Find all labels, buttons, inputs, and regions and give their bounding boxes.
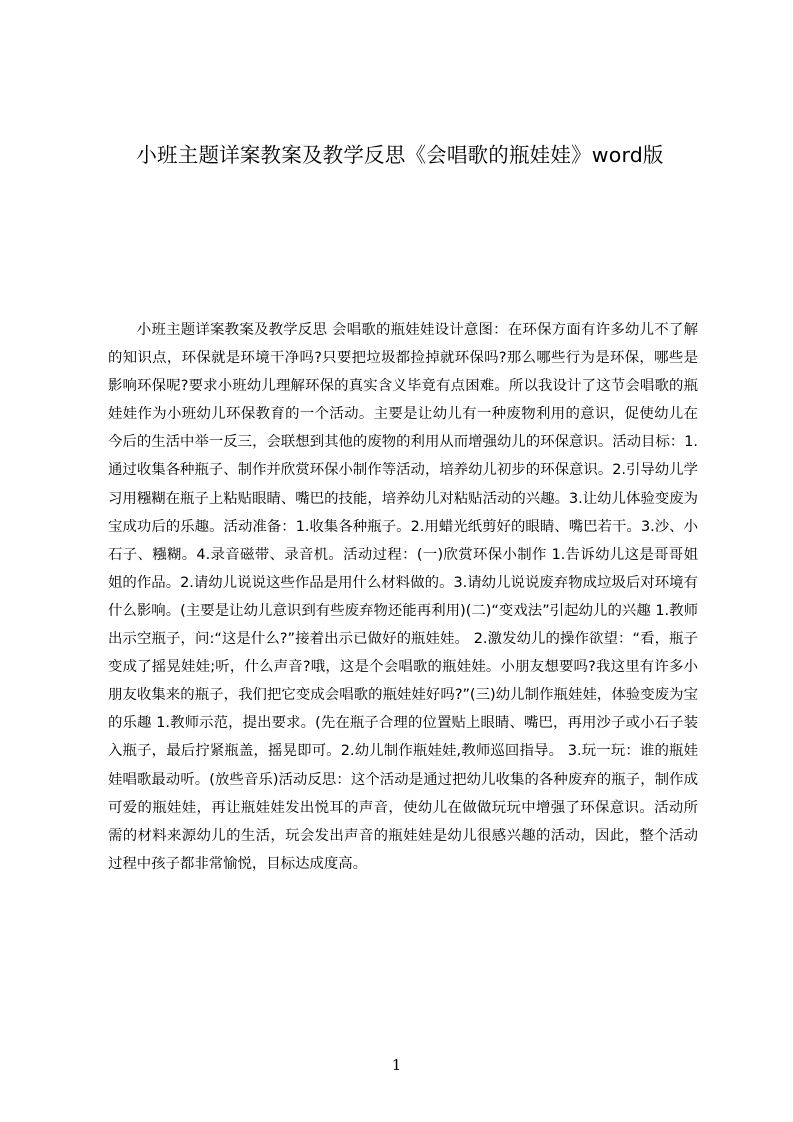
document-title: 小班主题详案教案及教学反思《会唱歌的瓶娃娃》word版	[136, 143, 664, 167]
document-body-paragraph: 小班主题详案教案及教学反思 会唱歌的瓶娃娃设计意图：在环保方面有许多幼儿不了解的知识点，环保就是环境干净吗?只要把垃圾都捡掉就环保吗?那么哪些行为是环保，哪些是影响环保呢?要求小班幼儿理解环保的真实含义毕竟有点困难。所以我设计了这节会唱歌的瓶娃娃作为小班幼儿环保教育的一个活动。主要是让幼儿有一种废物利用的意识，促使幼儿在今后的生活中举一反三，会联想到其他的废物的利用从而增强幼儿的环保意识。活动目标：1.通过收集各种瓶子、制作并欣赏环保小制作等活动，培养幼儿初步的环保意识。2.引导幼儿学习用糨糊在瓶子上粘贴眼睛、嘴巴的技能，培养幼儿对粘贴活动的兴趣。3.让幼儿体验变废为宝成功后的乐趣。活动准备：1.收集各种瓶子。2.用蜡光纸剪好的眼睛、嘴巴若干。3.沙、小石子、糨糊。4.录音磁带、录音机。活动过程：(一)欣赏环保小制作 1.告诉幼儿这是哥哥姐姐的作品。2.请幼儿说说这些作品是用什么材料做的。3.请幼儿说说废弃物成垃圾后对环境有什么影响。(主要是让幼儿意识到有些废弃物还能再利用)(二)“变戏法”引起幼儿的兴趣 1.教师出示空瓶子，问:“这是什么?”接着出示已做好的瓶娃娃。 2.激发幼儿的操作欲望：“看，瓶子变成了摇晃娃娃;听，什么声音?哦，这是个会唱歌的瓶娃娃。小朋友想要吗?我这里有许多小朋友收集来的瓶子，我们把它变成会唱歌的瓶娃娃好吗?”(三)幼儿制作瓶娃娃，体验变废为宝的乐趣 1.教师示范，提出要求。(先在瓶子合理的位置贴上眼睛、嘴巴，再用沙子或小石子装入瓶子，最后拧紧瓶盖，摇晃即可。2.幼儿制作瓶娃娃,教师巡回指导。 3.玩一玩：谁的瓶娃娃唱歌最动听。(放些音乐)活动反思：这个活动是通过把幼儿收集的各种废弃的瓶子，制作成可爱的瓶娃娃，再让瓶娃娃发出悦耳的声音，使幼儿在做做玩玩中增强了环保意识。活动所需的材料来源幼儿的生活，玩会发出声音的瓶娃娃是幼儿很感兴趣的活动，因此，整个活动过程中孩子都非常愉悦，目标达成度高。	[108, 322, 698, 872]
page-number: 1	[391, 1056, 402, 1074]
